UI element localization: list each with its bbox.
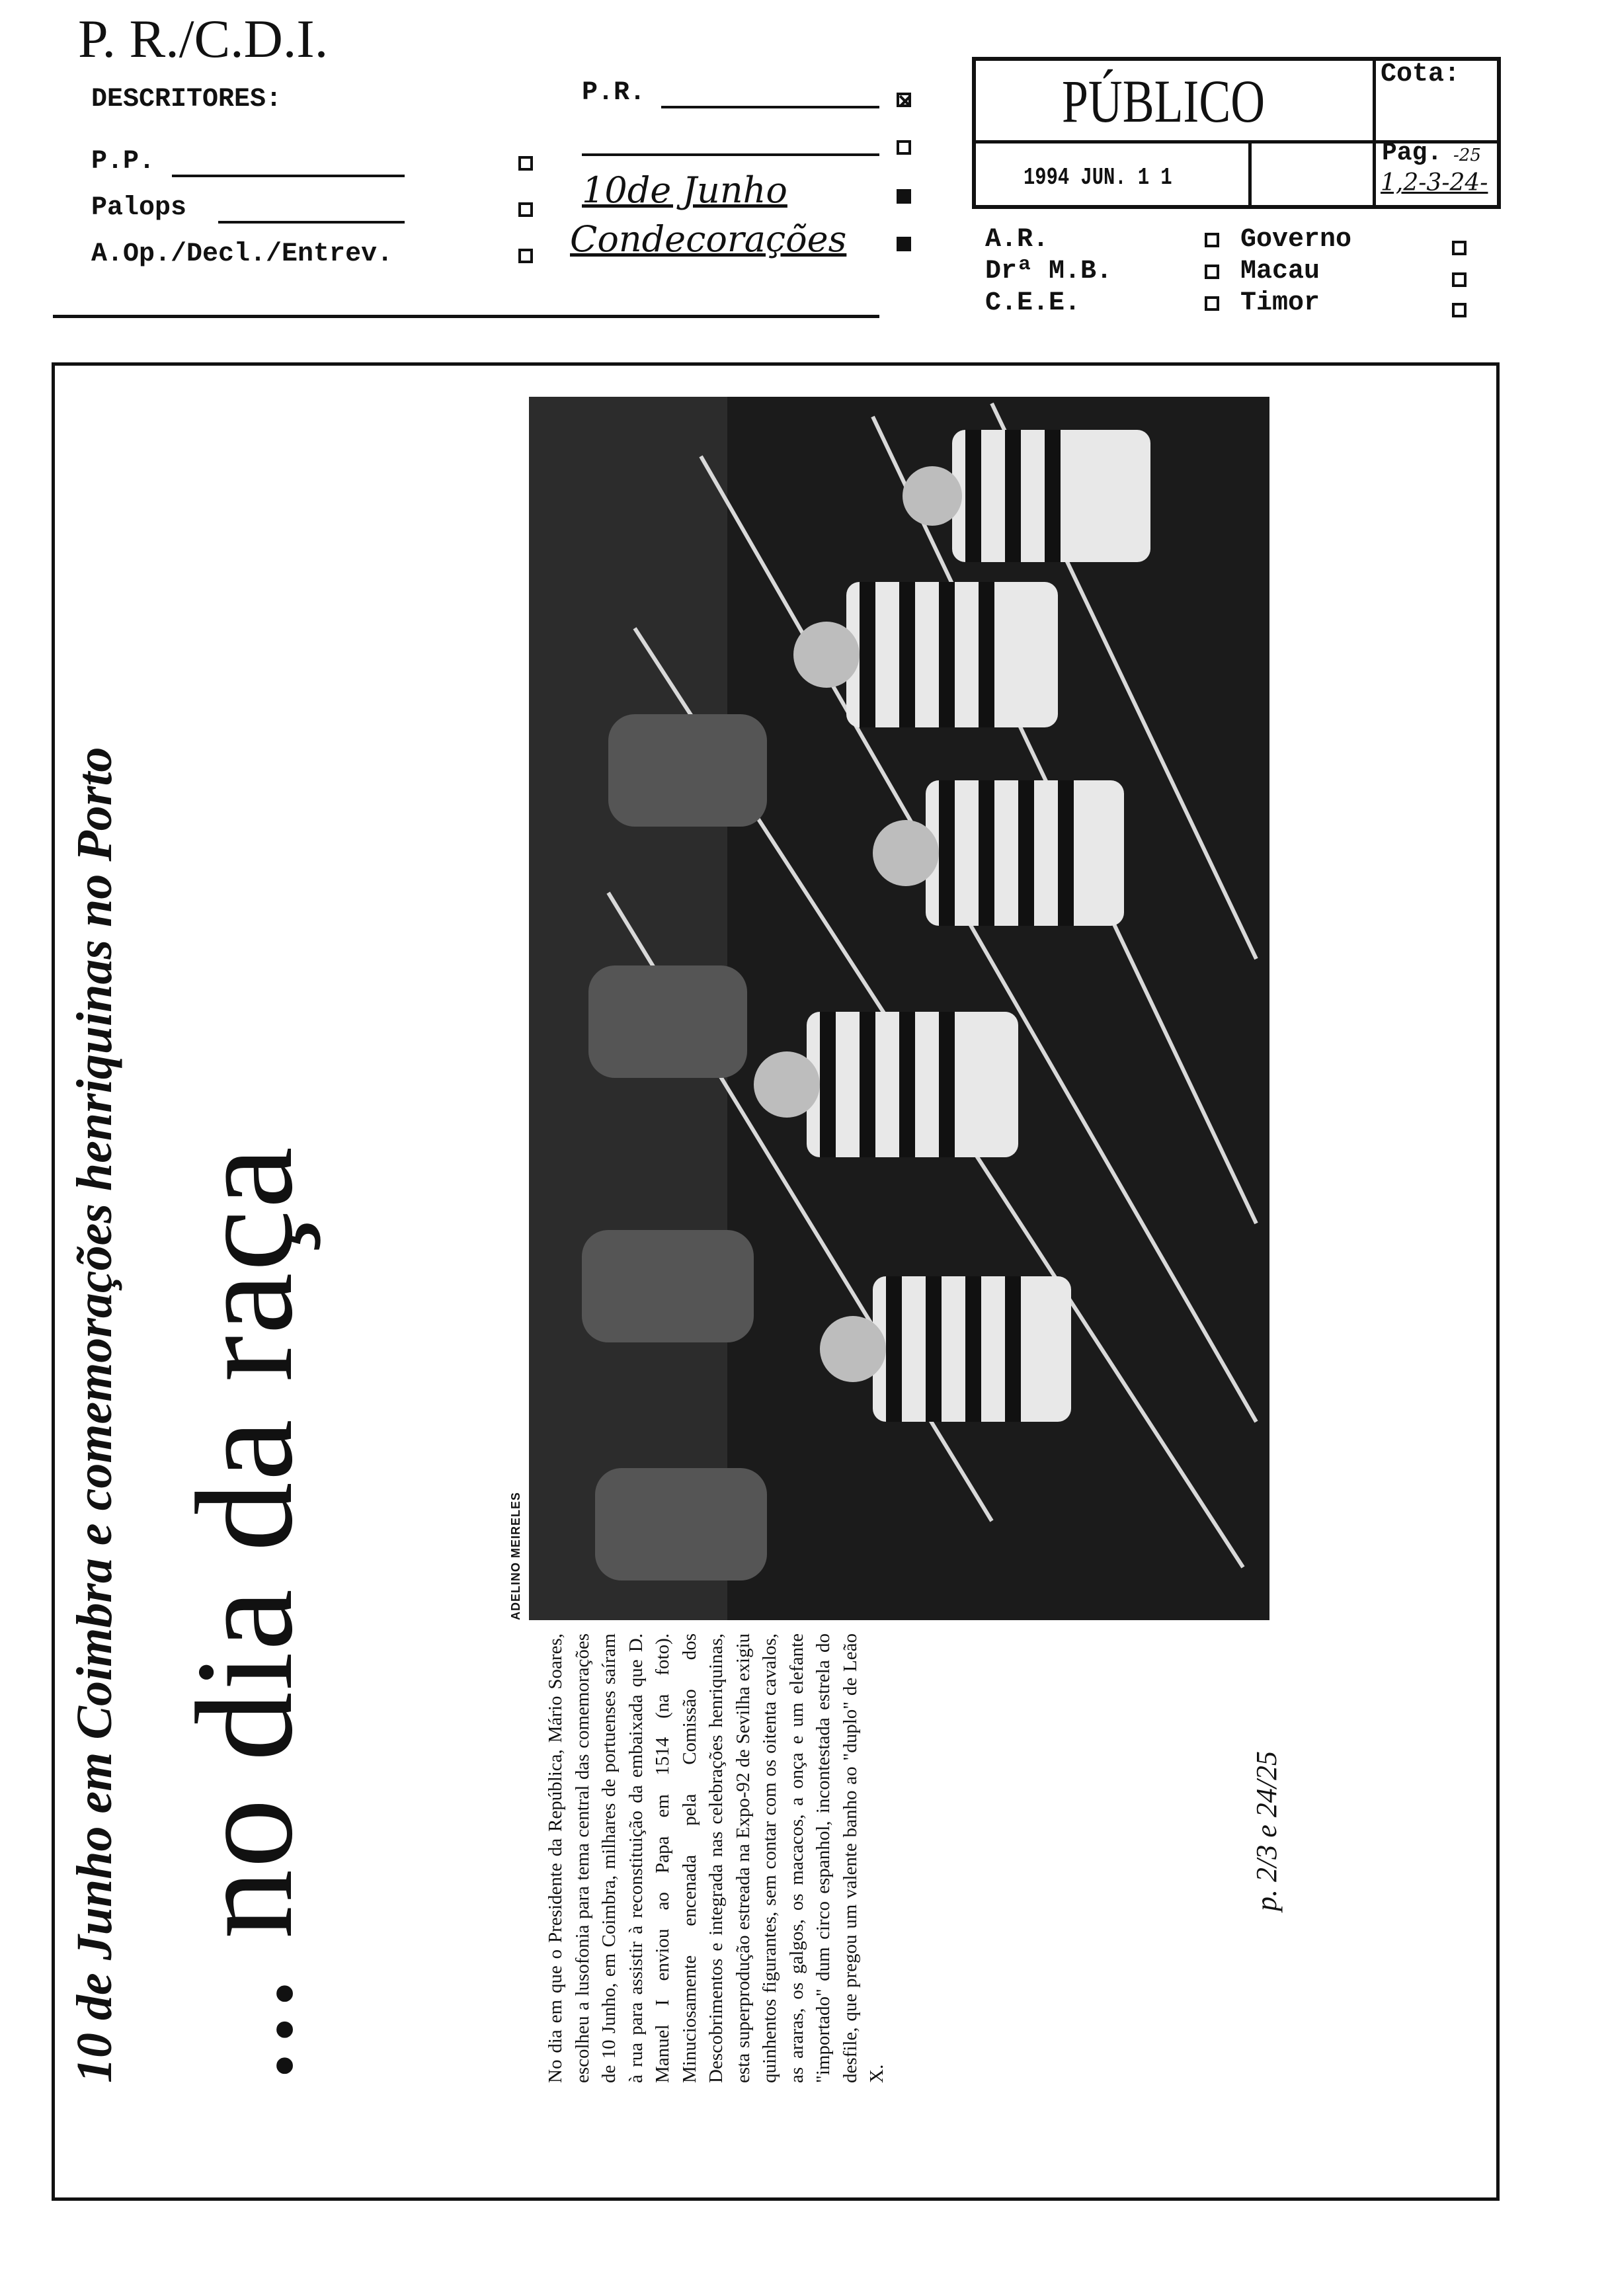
pag-label: Pag. [1382,139,1443,167]
article-photo [529,397,1269,1620]
stamp-divider-middle [1248,140,1252,205]
stamp-date: 1994 JUN. 1 1 [1024,164,1172,191]
pag-value-2: 1,2-3-24- [1381,169,1488,196]
field-pr-line [661,106,879,108]
field-cee-checkbox[interactable] [1205,296,1219,311]
field-timor-checkbox[interactable] [1452,303,1467,317]
stamp-divider-vertical [1373,61,1376,205]
field-pp-line [172,175,405,177]
field-pr-label: P.R. [582,78,646,108]
field-ar-checkbox[interactable] [1205,233,1219,247]
field-pr-checkbox[interactable] [897,93,911,107]
field-palops-label: Palops [91,193,187,223]
field-aop-checkbox[interactable] [518,249,533,263]
field-governo-checkbox[interactable] [1452,241,1467,255]
page-title: P. R./C.D.I. [78,9,329,69]
article-kicker: 10 de Junho em Coimbra e comemorações henriquinas no Porto [67,747,122,2083]
field-junho-checkbox[interactable] [897,189,911,204]
form-bottom-line [53,315,879,318]
field-macau-label: Macau [1240,257,1320,286]
field-blank-checkbox[interactable] [897,140,911,155]
field-aop-label: A.Op./Decl./Entrev. [91,239,393,269]
field-drmb-label: Drª M.B. [985,257,1113,286]
publication-stamp [972,57,1501,209]
field-pp-label: P.P. [91,147,155,177]
field-condecoracoes-checkbox[interactable] [897,237,911,251]
field-pp-checkbox[interactable] [518,156,533,171]
field-timor-label: Timor [1240,288,1320,318]
cota-label: Cota: [1381,60,1461,89]
pag-value-1: -25 [1453,145,1481,165]
parade-photo-illustration [529,397,1269,1620]
handwritten-10-junho: 10de Junho [582,169,787,211]
handwritten-condecoracoes: Condecorações [570,218,847,260]
field-ar-label: A.R. [985,225,1049,255]
field-macau-checkbox[interactable] [1452,272,1467,287]
field-blank-line [582,153,879,156]
publication-name: PÚBLICO [1062,67,1266,135]
field-palops-line [218,221,405,224]
article-page-reference: p. 2/3 e 24/25 [1250,1751,1283,1911]
field-governo-label: Governo [1240,225,1352,255]
field-cee-label: C.E.E. [985,288,1081,318]
article-headline: ... no dia da raça [168,1145,321,2083]
field-palops-checkbox[interactable] [518,202,533,217]
article-body: No dia em que o Presidente da República, Mário Soares, escolheu a lusofonia para tema central das comemorações de 10 Junho, em Coimbra, milhares de portuenses saíram à rua para assistir à reconstituição da embaixada que D. Manuel I enviou ao Papa em 1514 (na foto). Minuciosamente encenada pela Comissão dos Descobrimentos e integrada nas celebrações henriquinas, esta superprodução estreada na Expo-92 de Sevilha exigiu quinhentos figurantes, sem contar com os oitenta cavalos, as araras, os galgos, os macacos, a onça e um elefante "importado" dum circo espanhol, incontestada estrela do desfile, que pregou um valente banho ao "duplo" de Leão X. [545,1633,887,2083]
article-rotated-content [66,417,1322,2083]
descritores-label: DESCRITORES: [91,85,282,114]
photo-credit: ADELINO MEIRELES [509,1491,522,1620]
field-drmb-checkbox[interactable] [1205,265,1219,279]
